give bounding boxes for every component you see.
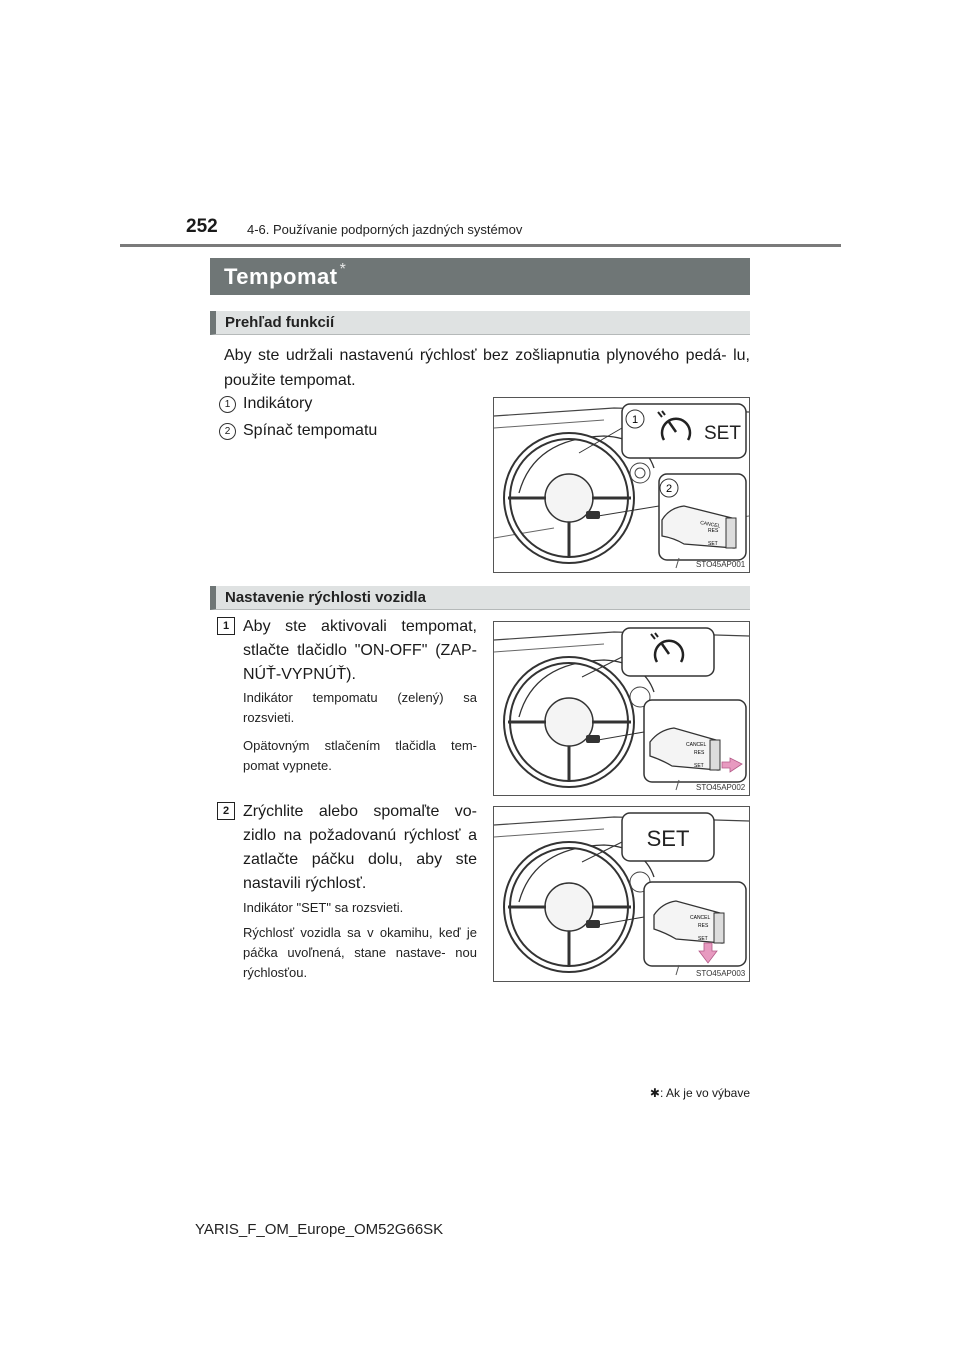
step-number: 1 — [217, 617, 235, 635]
section-heading-text: Prehľad funkcií — [225, 314, 335, 331]
section-heading-set-speed — [210, 586, 750, 610]
section-heading-text: Nastavenie rýchlosti vozidla — [225, 589, 426, 606]
step-number: 2 — [217, 802, 235, 820]
section-heading-overview — [210, 311, 750, 335]
item-number: 1 — [219, 396, 236, 413]
step-note: Opätovným stlačením tlačidla tem- pomat vypnete. — [243, 738, 477, 773]
availability-marker: * — [339, 260, 346, 278]
page-title: Tempomat — [224, 263, 338, 289]
figure-code: STO45AP002 — [696, 783, 746, 792]
callout-number: 2 — [665, 483, 673, 495]
intro-paragraph: Aby ste udržali nastavenú rýchlosť bez zošliapnutia plynového pedá- lu, použite tempomat. — [224, 347, 750, 389]
item-label: Spínač tempomatu — [243, 422, 378, 439]
set-indicator-text: SET — [704, 423, 741, 444]
step-text: Zrýchlite alebo spomaľte vo- zidlo na požadovanú rýchlosť a zatlačte páčku dolu, aby ste nastavili rýchlosť. — [243, 803, 477, 892]
set-indicator-text: SET — [646, 826, 690, 851]
svg-text:RES: RES — [694, 750, 705, 756]
item-number: 2 — [219, 423, 236, 440]
svg-text:CANCEL: CANCEL — [690, 915, 711, 921]
page-number: 252 — [186, 216, 218, 237]
svg-text:CANCEL: CANCEL — [686, 742, 707, 748]
document-code: YARIS_F_OM_Europe_OM52G66SK — [195, 1221, 444, 1238]
svg-text:RES: RES — [698, 923, 709, 929]
svg-text:SET: SET — [694, 763, 704, 769]
page-title-bar — [210, 258, 750, 295]
figure-code: STO45AP001 — [696, 560, 746, 569]
item-label: Indikátory — [243, 395, 313, 412]
figure-code: STO45AP003 — [696, 969, 746, 978]
figure-overview — [493, 397, 750, 573]
callout-number: 1 — [631, 414, 639, 426]
header-divider — [120, 244, 841, 247]
svg-text:SET: SET — [708, 541, 718, 547]
section-title: 4-6. Používanie podporných jazdných systémov — [247, 222, 523, 237]
svg-text:CANCEL: CANCEL — [699, 520, 721, 530]
figure-set-speed — [493, 806, 750, 982]
step-note: Indikátor "SET" sa rozsvieti. — [243, 900, 404, 915]
availability-footnote: ✱: Ak je vo výbave — [649, 1086, 750, 1100]
figure-activate — [493, 621, 750, 796]
svg-text:RES: RES — [708, 528, 719, 534]
step-note: Rýchlosť vozidla sa v okamihu, keď je páčka uvoľnená, stane nastave- nou rýchlosťou. — [243, 925, 477, 980]
step-note: Indikátor tempomatu (zelený) sa rozsvieti. — [243, 690, 477, 725]
step-text: Aby ste aktivovali tempomat, stlačte tlačidlo "ON-OFF" (ZAP- NÚŤ-VYPNÚŤ). — [243, 618, 477, 683]
svg-text:SET: SET — [698, 936, 708, 942]
